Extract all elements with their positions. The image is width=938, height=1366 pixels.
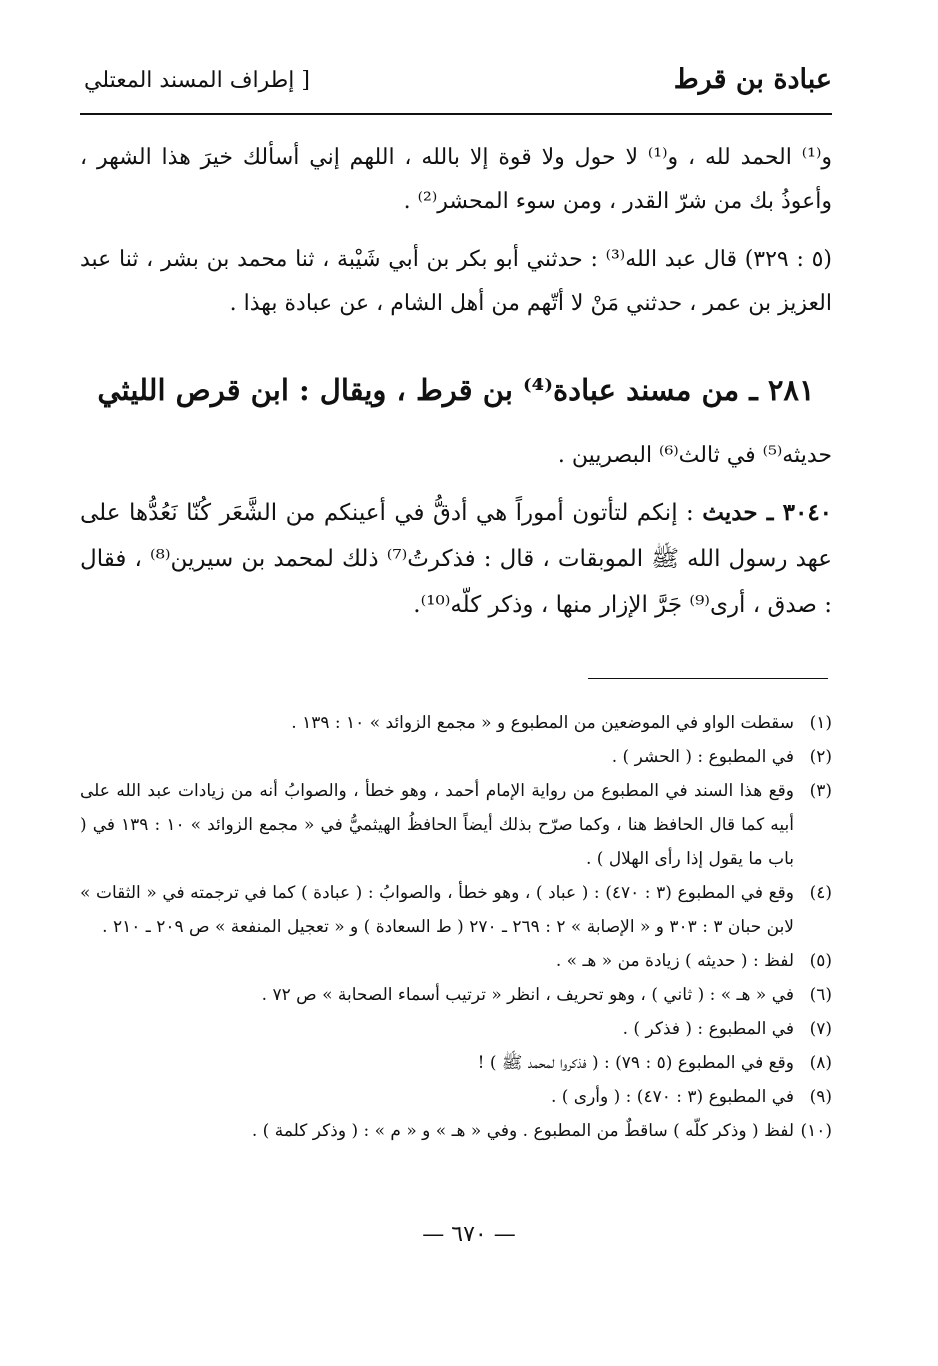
footnote-text: وقع هذا السند في المطبوع من رواية الإمام أحمد ، وهو خطأ ، والصوابُ أنه من زيادات عبد الله على أبيه كما قال الحافظ هنا ، وكما صرّح بذلك أيضاً الحافظُ الهيثميُّ في « مجمع الزوائد » ١٠ : ١٣٩ في ( باب ما يقول إذا رأى الهلال ) . xyxy=(80,781,794,869)
footnote-number: (٢) xyxy=(809,747,832,767)
footnote-item xyxy=(80,740,832,774)
paragraph-isnad: (٥ : ٣٢٩) قال عبد الله⁽³⁾ : حدثني أبو بكر بن أبي شَيْبة ، ثنا محمد بن بشر ، ثنا عبد العزيز بن عمر ، حدثني مَنْ لا أتّهم من أهل الشام ، عن عبادة بهذا . xyxy=(80,247,832,316)
running-header xyxy=(80,62,832,106)
footnote-item xyxy=(80,1012,832,1046)
footnote-item xyxy=(80,1046,832,1080)
paragraph-hadith-source: حديثه⁽⁵⁾ في ثالث⁽⁶⁾ البصريين . xyxy=(557,443,832,468)
footnote-item xyxy=(80,1114,832,1148)
section-title: ٢٨١ ـ من مسند عبادة⁽⁴⁾ بن قرط ، ويقال : ابن قرص الليثي xyxy=(97,373,815,407)
header-divider xyxy=(80,113,832,115)
paragraph-hadith xyxy=(80,490,832,628)
footnote-text: وقع في المطبوع (٥ : ٧٩) : ( فذكروا لمحمد ﷺ ) ! xyxy=(477,1053,794,1073)
footnote-item xyxy=(80,944,832,978)
chapter-title: عبادة بن قرط xyxy=(673,64,832,95)
footnote-text: لفظ : ( حديثه ) زيادة من « هـ » . xyxy=(555,951,794,971)
footnote-text: وقع في المطبوع (٣ : ٤٧٠) : ( عباد ) ، وهو خطأ ، والصوابُ : ( عبادة ) كما في ترجمته في « الثقات » لابن حبان ٣ : ٣٠٣ و « الإصابة » ٢ : ٢٦٩ ـ ٢٧٠ ( ط السعادة ) و « تعجيل المنفعة » ص ٢٠٩ ـ ٢١٠ . xyxy=(80,883,794,937)
footnote-item xyxy=(80,876,832,944)
footnote-text: في المطبوع : ( فذكر ) . xyxy=(622,1019,794,1039)
paragraph-continuation: و⁽¹⁾ الحمد لله ، و⁽¹⁾ لا حول ولا قوة إلا بالله ، اللهم إني أسألك خيرَ هذا الشهر ، وأعوذُ بك من شرّ القدر ، ومن سوء المحشر⁽²⁾ . xyxy=(80,145,832,214)
page-number: — ٦٧٠ — xyxy=(422,1222,516,1247)
footnote-number: (٩) xyxy=(809,1087,832,1107)
footnote-divider xyxy=(588,678,828,679)
footnote-item xyxy=(80,774,832,876)
footnote-number: (٥) xyxy=(809,951,832,971)
footnote-text: في « هـ » : ( ثاني ) ، وهو تحريف ، انظر « ترتيب أسماء الصحابة » ص ٧٢ . xyxy=(261,985,794,1005)
footnote-text: في المطبوع : ( الحشر ) . xyxy=(611,747,794,767)
footnote-item xyxy=(80,1080,832,1114)
footnote-number: (٣) xyxy=(809,781,832,801)
footnote-text: في المطبوع (٣ : ٤٧٠) : ( وأرى ) . xyxy=(550,1087,794,1107)
footnote-number: (١) xyxy=(809,713,832,733)
footnotes xyxy=(80,706,832,1148)
footnote-number: (٦) xyxy=(809,985,832,1005)
footnote-number: (١٠) xyxy=(800,1121,832,1141)
footnote-number: (٤) xyxy=(809,883,832,903)
footnote-text: سقطت الواو في الموضعين من المطبوع و « مجمع الزوائد » ١٠ : ١٣٩ . xyxy=(291,713,794,733)
hadith-text: : إنكم لتأتون أموراً هي أدقُّ في أعينكم من الشَّعَر كُنّا نَعُدُّها على عهد رسول الله ﷺ الموبقات ، قال : فذكرتُ⁽⁷⁾ ذلك لمحمد بن سيرين⁽⁸⁾ ، فقال : صدق ، أرى⁽⁹⁾ جَرَّ الإزار منها ، وذكر كلّه⁽¹⁰⁾. xyxy=(80,500,833,618)
footnote-text: لفظ ( وذكر كلّه ) ساقطٌ من المطبوع . وفي « هـ » و « م » : ( وذكر كلمة ) . xyxy=(251,1121,794,1141)
footnote-item xyxy=(80,978,832,1012)
footnote-item xyxy=(80,706,832,740)
book-title: [ إطراف المسند المعتلي xyxy=(84,68,310,93)
hadith-number: ٣٠٤٠ ـ حديث xyxy=(702,499,833,526)
footnote-number: (٨) xyxy=(809,1053,832,1073)
footnote-number: (٧) xyxy=(809,1019,832,1039)
